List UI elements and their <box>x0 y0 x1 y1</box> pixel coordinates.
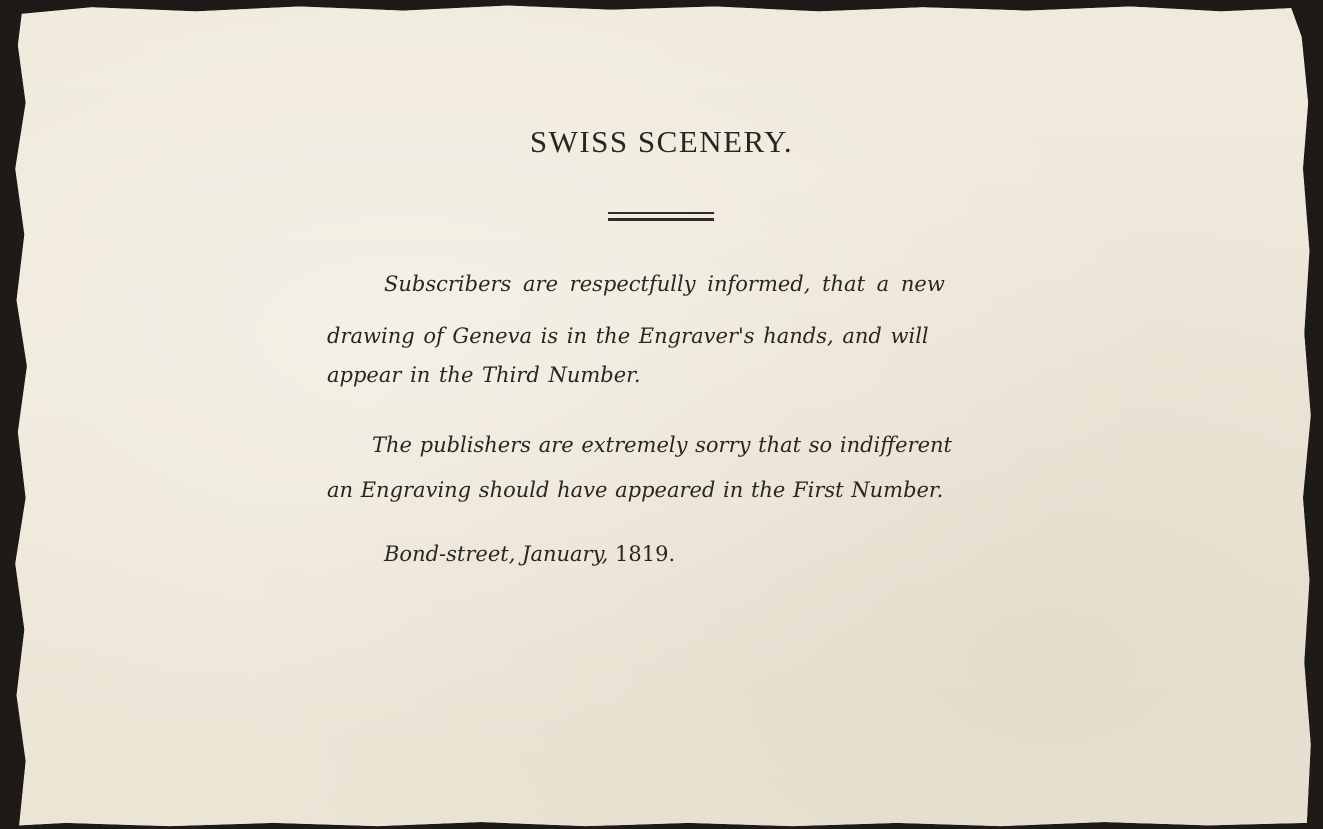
paragraph-2-line-2: an Engraving should have appeared in the First Number. <box>327 478 944 502</box>
signature-place-date: Bond-street, January, <box>384 542 609 566</box>
title-rule-thin <box>608 212 714 214</box>
paragraph-1-line-1: Subscribers are respectfully informed, that a new <box>384 272 945 296</box>
signature-line <box>384 542 675 566</box>
paragraph-2-line-1: The publishers are extremely sorry that so indifferent <box>372 433 952 457</box>
title-rule-thick <box>608 218 714 221</box>
document-title: SWISS SCENERY. <box>529 124 794 159</box>
signature-year: 1819. <box>615 542 676 566</box>
paragraph-1-line-3: appear in the Third Number. <box>327 363 641 387</box>
paragraph-1-line-2: drawing of Geneva is in the Engraver's hands, and will <box>327 324 929 348</box>
